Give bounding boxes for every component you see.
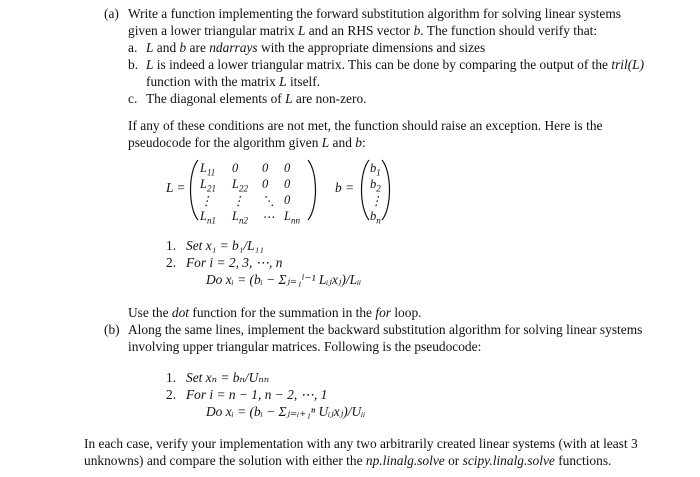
vector-b-cell: $b_2$ bbox=[370, 177, 381, 194]
closing-line2: unknowns) and compare the solution with either the np.linalg.solve or scipy.linalg.solve functions. bbox=[84, 453, 612, 468]
matrix-L-cell: 0 bbox=[262, 161, 269, 175]
step-b-3-text: Do xᵢ = (bᵢ − Σⱼ₌ᵢ₊₁ⁿ Uᵢⱼxⱼ)/Uᵢᵢ bbox=[206, 404, 366, 419]
step-a-2-text: For i = 2, 3, ⋯, n bbox=[186, 255, 283, 270]
matrix-L-cell: 0 bbox=[284, 193, 291, 207]
item-b-marker: b. bbox=[128, 57, 139, 72]
item-c-text: The diagonal elements of L are non-zero. bbox=[146, 91, 367, 106]
matrix-L-name: L = bbox=[166, 180, 186, 195]
step-b-1-text: Set xₙ = bₙ/Uₙₙ bbox=[186, 370, 270, 385]
matrix-L-cell: $L_{nn}$ bbox=[284, 209, 300, 226]
step-b-2-text: For i = n − 1, n − 2, ⋯, 1 bbox=[186, 387, 328, 402]
matrix-L-cell: ⋮ bbox=[200, 194, 213, 208]
part-a-line1: Write a function implementing the forward substitution algorithm for solving linear systems bbox=[128, 6, 621, 21]
step-a-3-text: Do xᵢ = (bᵢ − Σⱼ₌₁ⁱ⁻¹ Lᵢⱼxⱼ)/Lᵢᵢ bbox=[206, 272, 362, 287]
vector-b-cell: $b_1$ bbox=[370, 161, 381, 178]
matrix-L-cell: ⋱ bbox=[262, 194, 275, 208]
matrix-L-right-paren bbox=[306, 158, 320, 222]
closing-line1: In each case, verify your implementation with any two arbitrarily created linear systems (with at least 3 bbox=[84, 436, 638, 451]
item-b-text-cont: function with the matrix L itself. bbox=[146, 74, 321, 89]
matrix-L-cell: $L_{n2}$ bbox=[232, 209, 248, 226]
vector-b-right-paren bbox=[380, 158, 394, 222]
vector-b-cell: ⋮ bbox=[370, 194, 383, 208]
matrix-L-cell: 0 bbox=[284, 177, 291, 191]
matrix-L-cell: ⋮ bbox=[232, 194, 245, 208]
step-b-2-num: 2. bbox=[166, 387, 177, 402]
matrix-L-cell: $L_{21}$ bbox=[200, 177, 216, 194]
part-b-label: (b) bbox=[104, 322, 120, 337]
matrix-L-cell: 0 bbox=[284, 161, 291, 175]
item-a-marker: a. bbox=[128, 40, 138, 55]
vector-b-name: b = bbox=[335, 180, 355, 195]
matrix-L-left-paren bbox=[186, 158, 200, 222]
matrix-L-cell: ⋯ bbox=[262, 210, 275, 224]
part-b-line2: involving upper triangular matrices. Following is the pseudocode: bbox=[128, 339, 482, 354]
step-b-1-num: 1. bbox=[166, 370, 177, 385]
matrix-L-cell: 0 bbox=[232, 161, 239, 175]
matrix-L-cell: 0 bbox=[262, 177, 269, 191]
exception-line2: pseudocode for the algorithm given L and b: bbox=[128, 135, 366, 150]
step-a-1-num: 1. bbox=[166, 238, 177, 253]
matrix-L-cell: $L_{22}$ bbox=[232, 177, 248, 194]
part-b-line1: Along the same lines, implement the backward substitution algorithm for solving linear systems bbox=[128, 322, 643, 337]
exception-line1: If any of these conditions are not met, the function should raise an exception. Here is the bbox=[128, 118, 603, 133]
part-a-label: (a) bbox=[104, 6, 119, 21]
step-a-1-text: Set x₁ = b₁/L₁₁ bbox=[186, 238, 264, 253]
matrix-L-cell: $L_{n1}$ bbox=[200, 209, 216, 226]
item-c-marker: c. bbox=[128, 91, 138, 106]
item-a-text: L and b are ndarrays with the appropriate dimensions and sizes bbox=[146, 40, 486, 55]
item-b-text: L is indeed a lower triangular matrix. This can be done by comparing the output of the tril(L) bbox=[146, 57, 645, 72]
matrix-L-cell: $L_{11}$ bbox=[200, 161, 216, 178]
vector-b-cell: $b_n$ bbox=[370, 209, 381, 226]
vector-b-left-paren bbox=[357, 158, 371, 222]
step-a-2-num: 2. bbox=[166, 255, 177, 270]
part-a-line2: given a lower triangular matrix L and an RHS vector b. The function should verify that: bbox=[128, 23, 598, 38]
dot-function-line: Use the dot function for the summation in the for loop. bbox=[128, 305, 422, 320]
